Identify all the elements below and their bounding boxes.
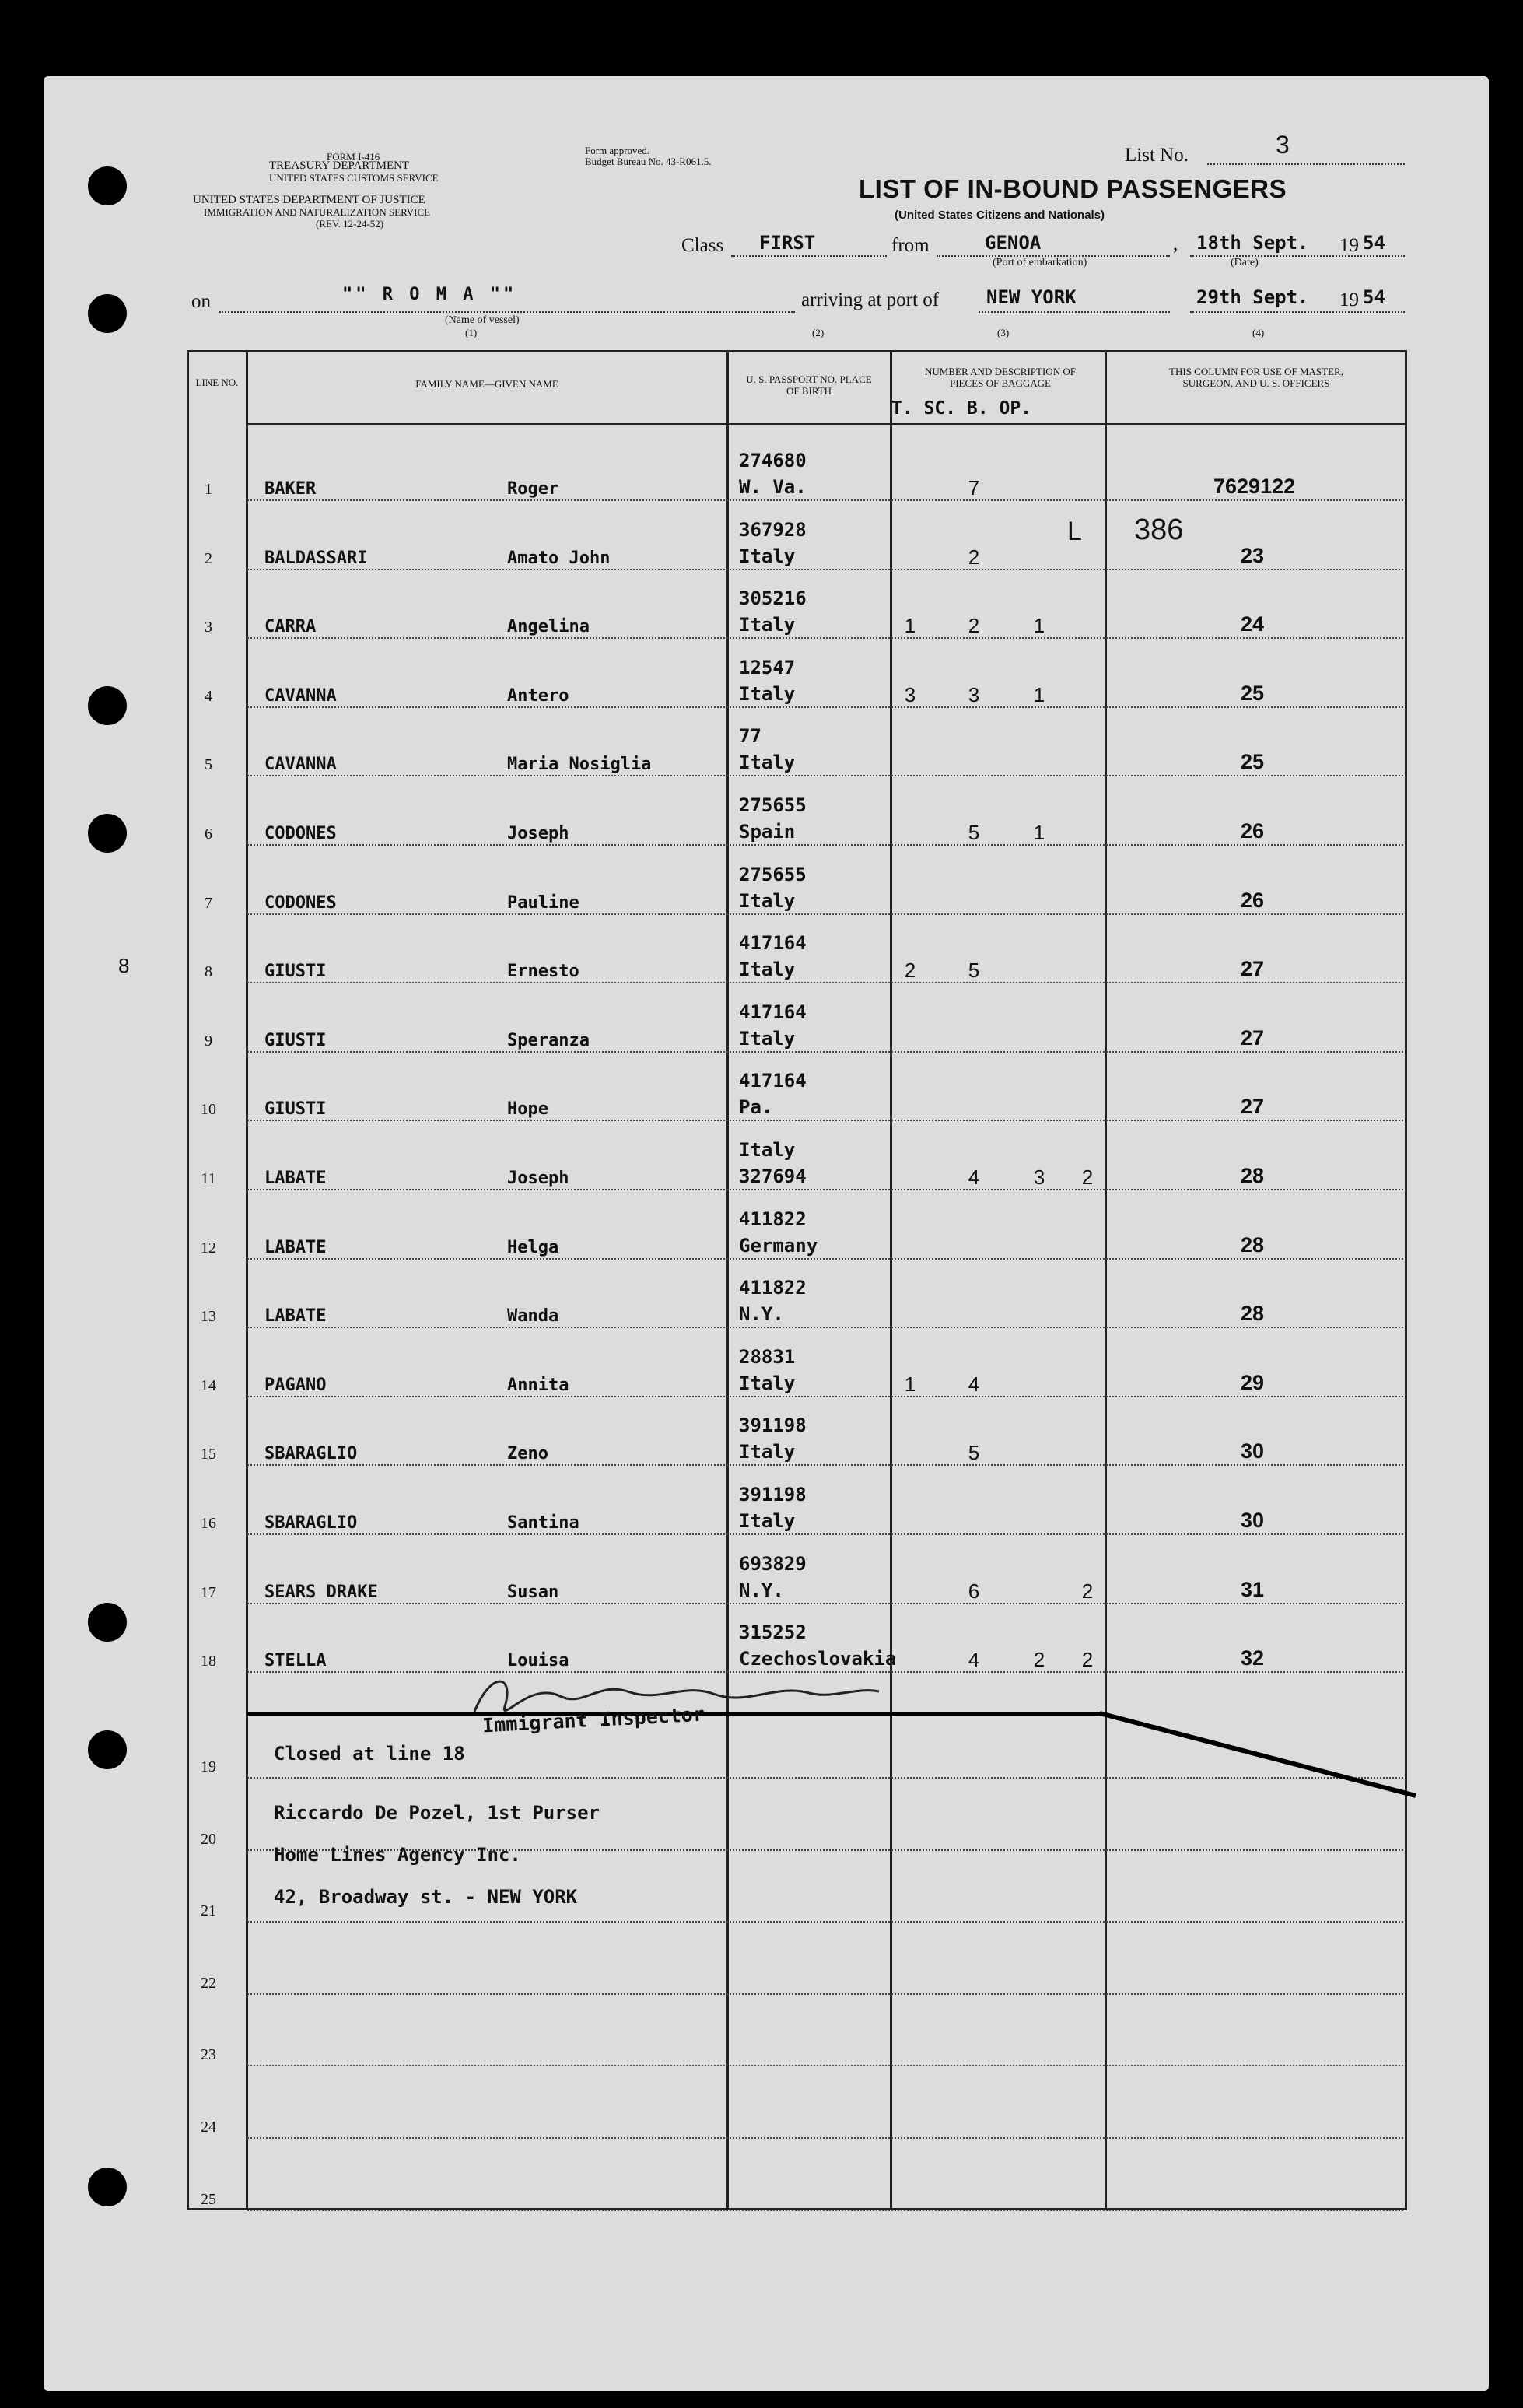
family-name: BALDASSARI (264, 548, 368, 568)
baggage-sc: 4 (968, 1648, 980, 1672)
table-header-border (247, 423, 1406, 425)
officer-entry: 27 (1240, 957, 1265, 981)
punch-hole (88, 1730, 127, 1769)
margin-number: 8 (118, 954, 130, 977)
row-rule (247, 775, 1403, 776)
col-head-name: FAMILY NAME—GIVEN NAME (415, 378, 558, 390)
date-line (1190, 255, 1405, 257)
col-num-1: (1) (465, 327, 478, 338)
table-top-border (187, 350, 1406, 352)
officer-entry: 26 (1240, 819, 1265, 843)
passport-number: 274680 (739, 450, 807, 471)
departure-date: 18th Sept. (1196, 232, 1309, 254)
family-name: LABATE (264, 1306, 327, 1327)
on-label: on (191, 291, 211, 312)
officer-entry: 31 (1240, 1577, 1265, 1601)
baggage-divider (1105, 350, 1107, 2210)
line-number: 7 (205, 894, 212, 912)
vessel-caption: (Name of vessel) (445, 314, 520, 326)
passport-number: 411822 (739, 1208, 807, 1230)
inspector-title: Immigrant Inspector (481, 1702, 705, 1737)
family-name: LABATE (264, 1169, 327, 1188)
baggage-sc: 7 (968, 476, 980, 499)
baggage-op: 2 (1081, 1648, 1094, 1672)
from-label: from (891, 235, 930, 256)
place-of-birth: Italy (739, 1372, 796, 1394)
row-rule (247, 499, 1403, 501)
given-name: Speranza (507, 1030, 590, 1050)
given-name: Angelina (507, 617, 590, 637)
given-name: Louisa (507, 1651, 569, 1671)
line-number: 5 (205, 756, 212, 774)
class-label: Class (681, 235, 724, 256)
family-name: SBARAGLIO (264, 1444, 358, 1464)
row-rule (247, 1327, 1403, 1328)
baggage-b: 2 (1033, 1648, 1045, 1672)
col-head-baggage: NUMBER AND DESCRIPTION OF PIECES OF BAGGAGE (925, 366, 1076, 389)
baggage-sc: 3 (968, 682, 980, 706)
line-number: 15 (201, 1446, 216, 1463)
passport-number: 275655 (739, 863, 807, 885)
passport-number: 275655 (739, 794, 807, 816)
punch-hole (88, 166, 127, 205)
place-of-birth: Italy (739, 1441, 796, 1463)
punch-hole (88, 814, 127, 853)
class-line (731, 255, 887, 257)
row-rule (247, 637, 1403, 639)
baggage-sc: 4 (968, 1372, 980, 1396)
place-of-birth: Italy (739, 545, 796, 567)
officer-entry: 29 (1240, 1370, 1265, 1394)
row-rule (247, 982, 1403, 983)
place-of-birth: Italy (739, 1510, 796, 1532)
row-rule (247, 913, 1403, 915)
passport-number: 12547 (739, 656, 796, 678)
line-number: 25 (201, 2190, 216, 2208)
place-of-birth: N.Y. (739, 1579, 784, 1601)
family-name: PAGANO (264, 1375, 327, 1395)
punch-hole (88, 2168, 127, 2206)
line-number: 12 (201, 1239, 216, 1257)
passport-number: 693829 (739, 1552, 807, 1575)
place-of-birth: Italy (739, 889, 796, 912)
class-value: FIRST (759, 232, 816, 254)
line-number: 19 (201, 1758, 216, 1775)
given-name: Santina (507, 1513, 579, 1533)
vessel-name: "" R O M A "" (342, 285, 517, 304)
row-rule (247, 706, 1403, 708)
row-rule (247, 1258, 1403, 1260)
col-num-2: (2) (812, 327, 825, 338)
given-name: Ernesto (507, 962, 579, 982)
budget-bureau: Budget Bureau No. 43-R061.5. (585, 156, 712, 167)
year-prefix: 19 (1339, 235, 1359, 256)
given-name: Hope (507, 1099, 548, 1120)
baggage-sc: 4 (968, 1165, 980, 1189)
row-rule (247, 1993, 1403, 1995)
officer-entry: 25 (1240, 681, 1265, 705)
passport-number: 411822 (739, 1277, 807, 1299)
family-name: LABATE (264, 1237, 327, 1257)
given-name: Antero (507, 685, 569, 706)
row-rule (247, 1051, 1403, 1053)
baggage-sc: 5 (968, 1441, 980, 1465)
passport-number: 417164 (739, 932, 807, 955)
line-number: 2 (205, 549, 212, 567)
given-name: Zeno (507, 1444, 548, 1464)
place-of-birth: Spain (739, 821, 796, 843)
officer-entry: 25 (1240, 750, 1265, 774)
place-of-birth: Italy (739, 1027, 796, 1050)
baggage-sc: 5 (968, 959, 980, 983)
passport-number: 28831 (739, 1345, 796, 1368)
comma-1: , (1173, 233, 1178, 254)
line-number: 24 (201, 2119, 216, 2136)
arrival-date: 29th Sept. (1196, 286, 1309, 308)
place-of-birth: Italy (739, 614, 796, 636)
row2-mark: L (1067, 517, 1082, 546)
line-number: 6 (205, 825, 212, 843)
form-approved: Form approved. (585, 145, 650, 156)
line-number: 17 (201, 1583, 216, 1601)
baggage-op: 2 (1081, 1579, 1094, 1603)
baggage-sc: 5 (968, 821, 980, 844)
given-name: Pauline (507, 892, 579, 913)
officer-entry: 7629122 (1213, 475, 1296, 498)
family-name: GIUSTI (264, 962, 327, 982)
arrival-port: NEW YORK (986, 286, 1077, 308)
passport-number: 391198 (739, 1484, 807, 1505)
row-rule (247, 1189, 1403, 1190)
passport-number: 77 (739, 725, 762, 748)
page-subtitle: (United States Citizens and Nationals) (895, 209, 1105, 222)
baggage-t: 3 (904, 682, 916, 706)
family-name: GIUSTI (264, 1099, 327, 1120)
col-num-4: (4) (1252, 327, 1265, 338)
baggage-b: 1 (1033, 682, 1045, 706)
row-rule (247, 2065, 1403, 2066)
place-of-birth: 327694 (739, 1165, 807, 1187)
purser-name: Riccardo De Pozel, 1st Purser (274, 1802, 600, 1824)
row-rule (247, 1603, 1403, 1604)
baggage-sc: 2 (968, 614, 980, 638)
port-caption: (Port of embarkation) (993, 257, 1087, 268)
line-number: 1 (205, 481, 212, 498)
passport-number: 417164 (739, 1001, 807, 1023)
family-name: CAVANNA (264, 685, 337, 706)
family-name: CARRA (264, 617, 317, 637)
officer-entry: 27 (1240, 1025, 1265, 1050)
col-head-officers: THIS COLUMN FOR USE OF MASTER, SURGEON, AND U. S. OFFICERS (1169, 366, 1343, 389)
revision: (REV. 12-24-52) (316, 218, 384, 230)
given-name: Joseph (507, 1169, 569, 1188)
arrival-date-line (1190, 311, 1405, 313)
list-no-line (1207, 163, 1405, 165)
page-title: LIST OF IN-BOUND PASSENGERS (859, 174, 1287, 203)
col-head-passport: U. S. PASSPORT NO. PLACE OF BIRTH (746, 373, 872, 397)
given-name: Helga (507, 1237, 559, 1257)
line-number: 8 (205, 963, 212, 981)
row-rule (247, 569, 1403, 570)
row-rule (247, 2137, 1403, 2139)
family-name: CODONES (264, 892, 337, 913)
line-number: 11 (201, 1170, 216, 1187)
baggage-op: 2 (1081, 1165, 1094, 1189)
given-name: Wanda (507, 1306, 559, 1327)
line-number: 3 (205, 619, 212, 636)
row-rule (247, 2210, 1403, 2211)
line-number: 16 (201, 1515, 216, 1532)
form-id: FORM I-416 (327, 151, 380, 163)
passport-number: 417164 (739, 1070, 807, 1092)
family-name: BAKER (264, 479, 317, 499)
line-number: 22 (201, 1974, 216, 1992)
baggage-b: 1 (1033, 821, 1045, 844)
agency-address: 42, Broadway st. - NEW YORK (274, 1886, 578, 1908)
punch-hole (88, 686, 127, 725)
list-no-label: List No. (1125, 145, 1189, 166)
family-name: SBARAGLIO (264, 1513, 358, 1533)
arriving-label: arriving at port of (801, 289, 940, 310)
row2-number: 386 (1134, 513, 1184, 546)
given-name: Amato John (507, 548, 611, 568)
baggage-b: 1 (1033, 614, 1045, 638)
punch-hole (88, 1603, 127, 1642)
baggage-t: 1 (904, 1372, 916, 1396)
baggage-sc: 6 (968, 1579, 980, 1603)
officer-entry: 27 (1240, 1095, 1265, 1119)
officer-entry: 23 (1240, 543, 1265, 567)
baggage-t: 2 (904, 959, 916, 983)
place-of-birth: Italy (739, 959, 796, 981)
col-num-3: (3) (997, 327, 1010, 338)
family-name: GIUSTI (264, 1030, 327, 1050)
baggage-t: 1 (904, 614, 916, 638)
given-name: Roger (507, 479, 559, 499)
passport-number: Italy (739, 1139, 796, 1161)
given-name: Annita (507, 1375, 569, 1395)
line-number: 18 (201, 1653, 216, 1670)
from-value: GENOA (985, 232, 1042, 254)
line-number: 10 (201, 1101, 216, 1119)
family-name: STELLA (264, 1651, 327, 1671)
passport-number: 305216 (739, 587, 807, 610)
closed-note: Closed at line 18 (274, 1743, 465, 1765)
place-of-birth: Italy (739, 682, 796, 705)
officer-entry: 28 (1240, 1164, 1265, 1187)
ins-service: IMMIGRATION AND NATURALIZATION SERVICE (204, 206, 431, 218)
place-of-birth: Czechoslovakia (739, 1648, 897, 1670)
row-rule (247, 844, 1403, 846)
family-name: CAVANNA (264, 755, 337, 775)
officer-entry: 30 (1240, 1439, 1265, 1463)
customs-service: UNITED STATES CUSTOMS SERVICE (269, 172, 439, 184)
passport-number: 315252 (739, 1621, 807, 1644)
line-number: 13 (201, 1308, 216, 1326)
place-of-birth: Pa. (739, 1096, 773, 1119)
officer-entry: 24 (1240, 612, 1265, 636)
passport-number: 391198 (739, 1414, 807, 1437)
place-of-birth: Italy (739, 752, 796, 774)
punch-hole (88, 294, 127, 333)
dept-justice: UNITED STATES DEPARTMENT OF JUSTICE (193, 194, 425, 206)
row-rule (247, 1120, 1403, 1121)
line-number: 9 (205, 1032, 212, 1050)
place-of-birth: Germany (739, 1234, 818, 1257)
col-head-baggage-codes: T. SC. B. OP. (891, 398, 1032, 419)
line-number: 23 (201, 2046, 216, 2064)
treasury-dept: TREASURY DEPARTMENT (269, 159, 410, 172)
list-no-value: 3 (1276, 131, 1290, 159)
row-rule (247, 1533, 1403, 1535)
agency-name: Home Lines Agency Inc. (274, 1844, 521, 1866)
departure-year: 54 (1363, 232, 1385, 254)
line-number: 4 (205, 687, 212, 705)
line-number: 14 (201, 1376, 216, 1394)
closing-slash (1097, 1709, 1423, 1802)
officer-entry: 26 (1240, 888, 1265, 912)
place-of-birth: N.Y. (739, 1303, 784, 1326)
arrival-port-line (979, 311, 1170, 313)
family-name: SEARS DRAKE (264, 1582, 378, 1602)
line-number: 21 (201, 1902, 216, 1920)
row-rule (247, 1464, 1403, 1466)
given-name: Maria Nosiglia (507, 755, 652, 775)
arrival-year: 54 (1363, 286, 1385, 308)
baggage-sc: 2 (968, 545, 980, 569)
officer-entry: 28 (1240, 1302, 1265, 1326)
row-rule (247, 1396, 1403, 1397)
given-name: Joseph (507, 824, 569, 843)
col-head-line-no: LINE NO. (195, 377, 239, 388)
family-name: CODONES (264, 824, 337, 843)
line-number: 20 (201, 1830, 216, 1848)
officer-entry: 30 (1240, 1509, 1265, 1532)
table-right-border (1405, 350, 1407, 2210)
given-name: Susan (507, 1582, 559, 1602)
baggage-b: 3 (1033, 1165, 1045, 1189)
passport-divider (890, 350, 892, 2210)
arrival-year-prefix: 19 (1339, 289, 1359, 310)
vessel-line (219, 311, 795, 313)
passport-number: 367928 (739, 518, 807, 541)
date-caption: (Date) (1231, 257, 1259, 268)
name-divider (726, 350, 729, 2210)
line-no-divider (246, 350, 248, 2210)
officer-entry: 28 (1240, 1232, 1265, 1257)
place-of-birth: W. Va. (739, 476, 807, 498)
officer-entry: 32 (1240, 1646, 1265, 1670)
row-rule (247, 1921, 1403, 1923)
